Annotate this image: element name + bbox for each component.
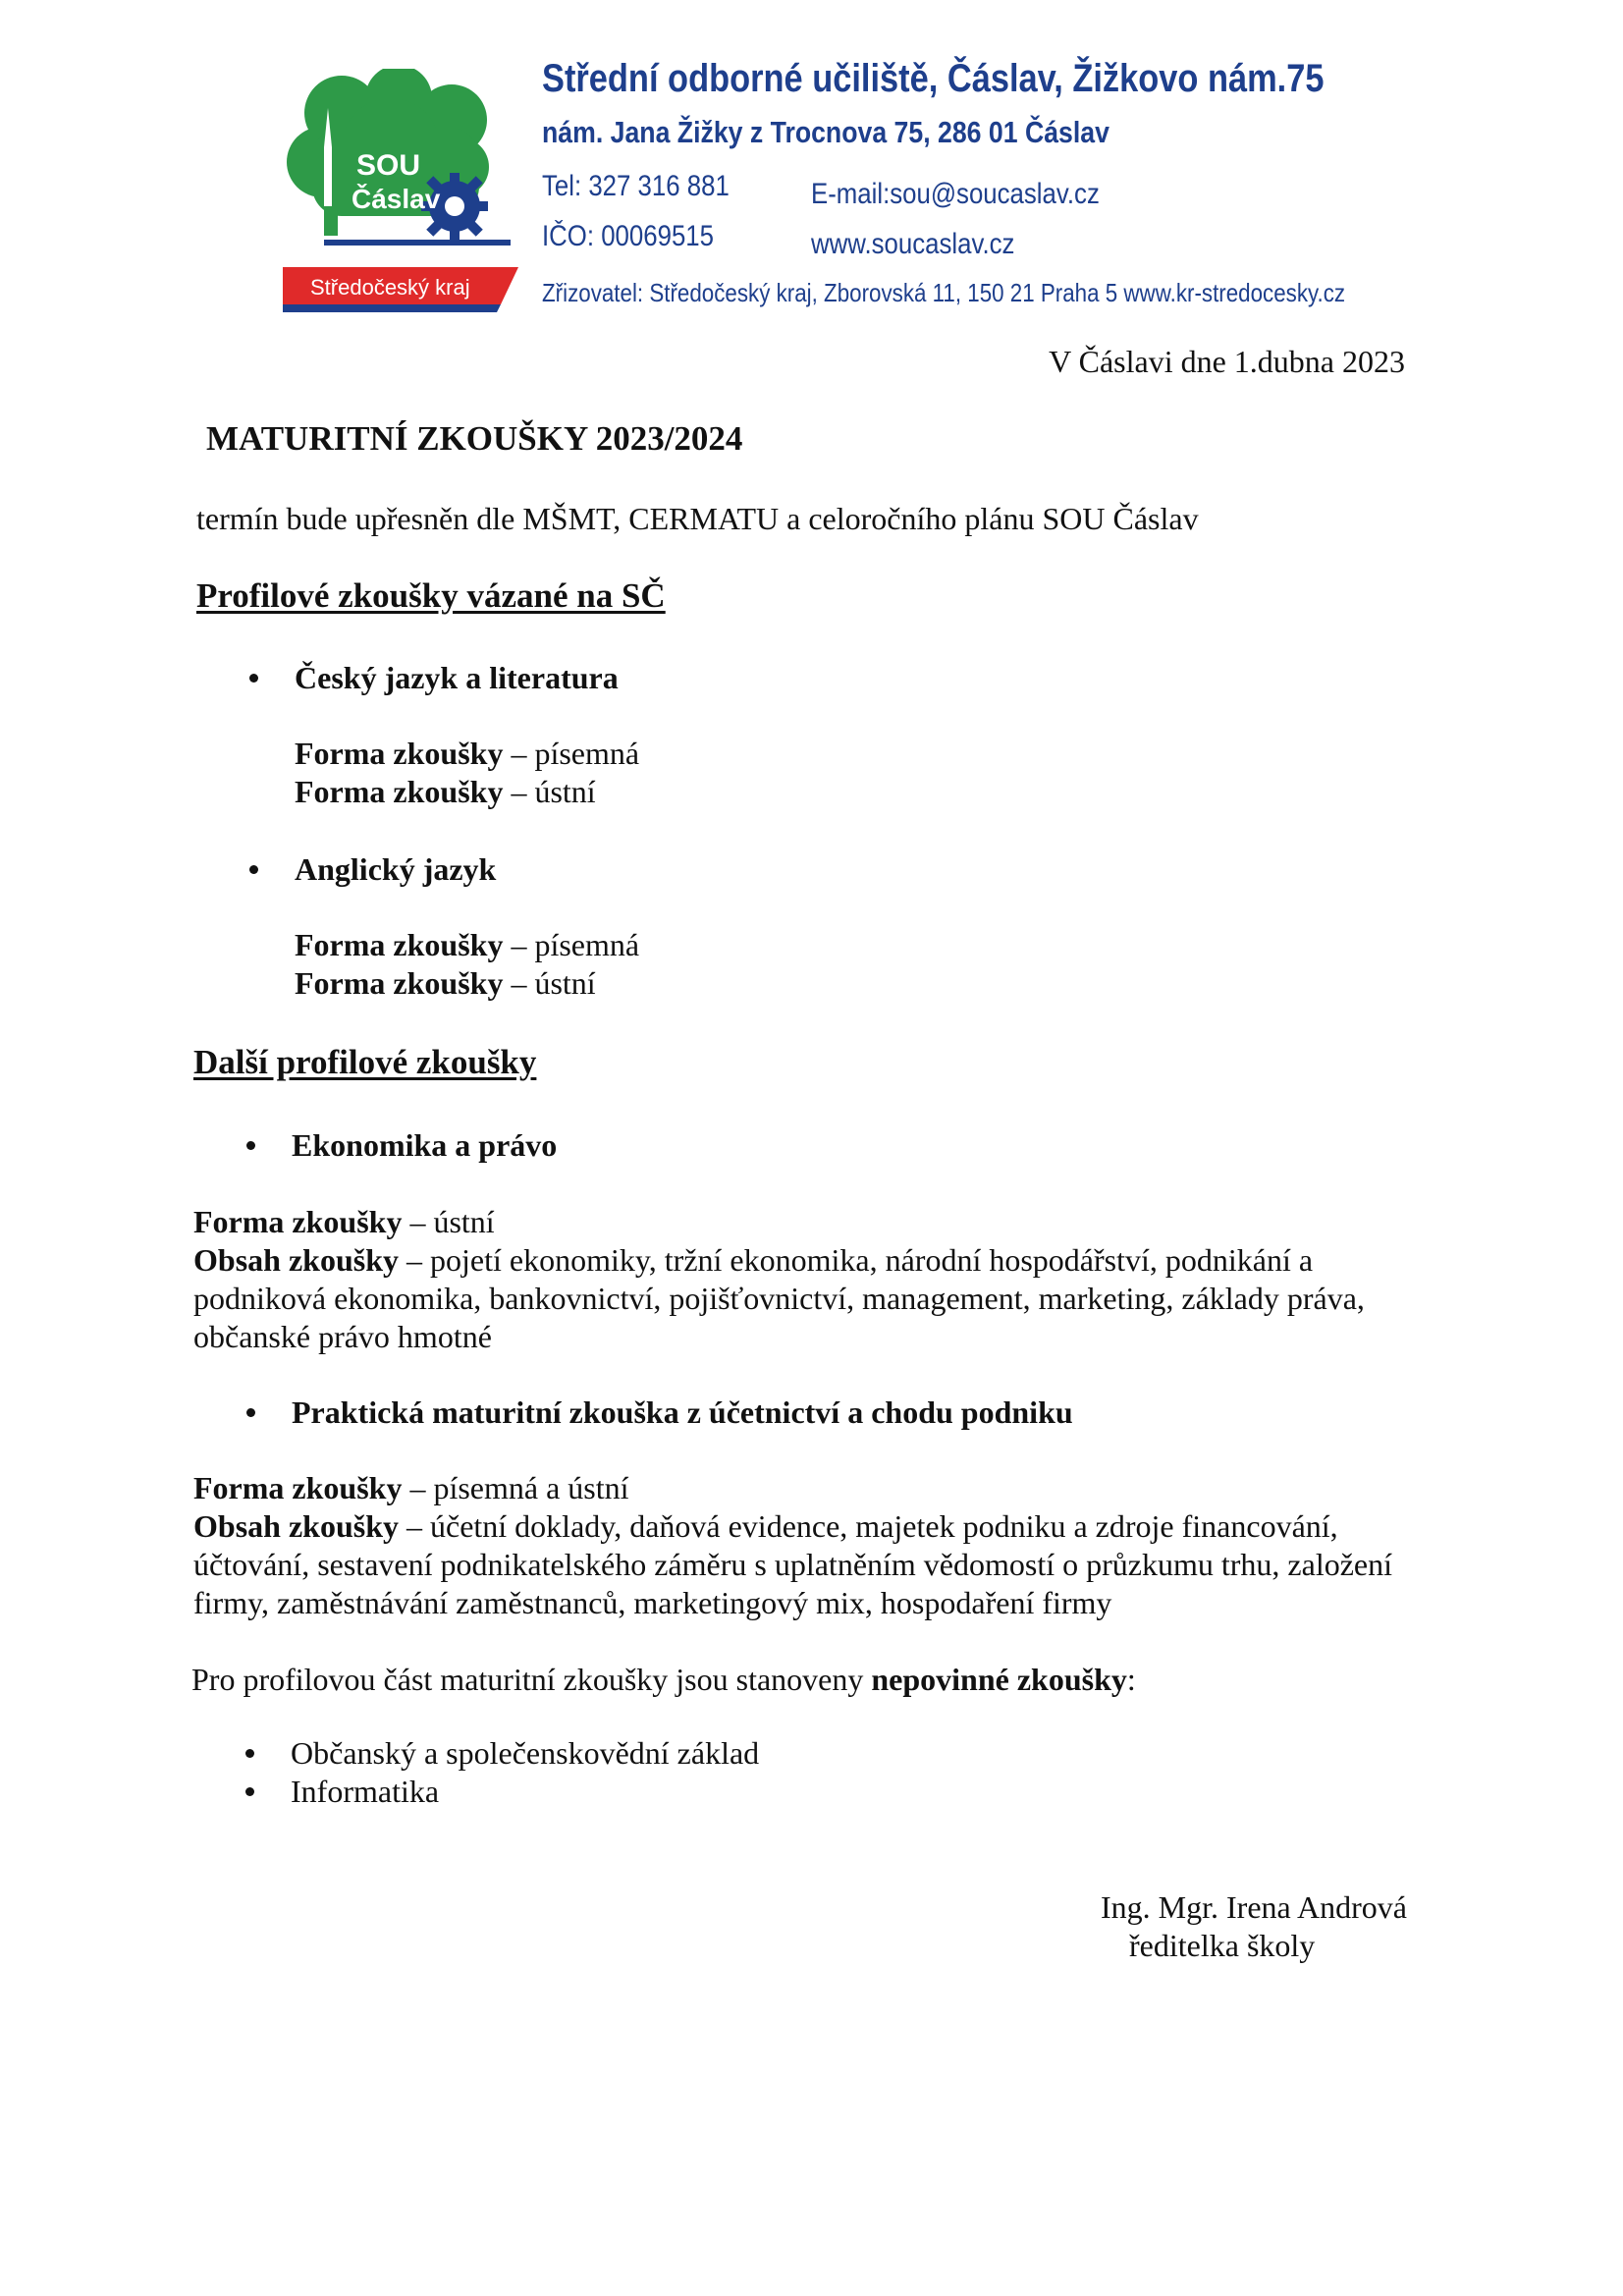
subject-name: Ekonomika a právo bbox=[292, 1127, 558, 1163]
subject-economics bbox=[292, 1127, 557, 1164]
bullet-icon bbox=[246, 1408, 255, 1417]
form-line: Forma zkoušky – písemná bbox=[295, 736, 640, 771]
bullet-icon bbox=[249, 865, 258, 874]
subject-practical bbox=[292, 1394, 1073, 1431]
school-address: nám. Jana Žižky z Trocnova 75, 286 01 Čáslav bbox=[542, 115, 1109, 149]
optional-intro: Pro profilovou část maturitní zkoušky jsou stanoveny nepovinné zkoušky: bbox=[191, 1662, 1136, 1697]
school-name: Střední odborné učiliště, Čáslav, Žižkovo nám.75 bbox=[542, 57, 1325, 100]
content-paragraph: Obsah zkoušky – účetní doklady, daňová evidence, majetek podniku a zdroje financování, účtování, sestavení podnikatelského záměru s uplatněním vědomostí o průzkumu trhu, založení firmy, zaměstnávání zaměstnanců, marketingový mix, hospodaření firmy bbox=[193, 1508, 1393, 1620]
subject-name: Český jazyk a literatura bbox=[295, 660, 619, 695]
school-ico: IČO: 00069515 bbox=[542, 220, 714, 252]
form-line: Forma zkoušky – ústní bbox=[295, 965, 596, 1001]
logo-text-caslav: Čáslav bbox=[352, 184, 441, 214]
subject-name: Praktická maturitní zkouška z účetnictví a chodu podniku bbox=[292, 1394, 1073, 1430]
bullet-icon bbox=[249, 674, 258, 683]
section2-heading: Další profilové zkoušky bbox=[193, 1043, 537, 1081]
bullet-icon bbox=[245, 1749, 254, 1758]
bullet-icon bbox=[246, 1141, 255, 1150]
subject-english bbox=[295, 851, 496, 888]
intro-text: termín bude upřesněn dle MŠMT, CERMATU a celoročního plánu SOU Čáslav bbox=[196, 501, 1199, 536]
signature-name: Ing. Mgr. Irena Andrová bbox=[1101, 1889, 1407, 1925]
school-tel: Tel: 327 316 881 bbox=[542, 170, 730, 202]
section1-heading: Profilové zkoušky vázané na SČ bbox=[196, 576, 666, 615]
optional-item: Informatika bbox=[291, 1774, 439, 1810]
form-line: Forma zkoušky – písemná a ústní bbox=[193, 1470, 629, 1505]
school-logo bbox=[283, 69, 528, 324]
logo-text-sou: SOU bbox=[356, 149, 421, 182]
form-line: Forma zkoušky – písemná bbox=[295, 927, 640, 962]
logo-text-region: Středočeský kraj bbox=[310, 275, 470, 300]
school-email[interactable]: E-mail:sou@soucaslav.cz bbox=[811, 178, 1100, 210]
subject-czech bbox=[295, 660, 619, 696]
document-title: MATURITNÍ ZKOUŠKY 2023/2024 bbox=[206, 419, 743, 458]
school-founder: Zřizovatel: Středočeský kraj, Zborovská 11, 150 21 Praha 5 www.kr-stredocesky.cz bbox=[542, 278, 1346, 307]
subject-name: Anglický jazyk bbox=[295, 851, 497, 887]
form-line: Forma zkoušky – ústní bbox=[295, 774, 596, 809]
form-line: Forma zkoušky – ústní bbox=[193, 1204, 495, 1239]
document-date: V Čáslavi dne 1.dubna 2023 bbox=[1049, 344, 1405, 379]
signature-role: ředitelka školy bbox=[1129, 1928, 1316, 1963]
optional-item: Občanský a společenskovědní základ bbox=[291, 1735, 759, 1772]
bullet-icon bbox=[245, 1787, 254, 1796]
content-paragraph: Obsah zkoušky – pojetí ekonomiky, tržní ekonomika, národní hospodářství, podnikání a podniková ekonomika, bankovnictví, pojišťovnictví, management, marketing, základy práva, občanské právo hmotné bbox=[193, 1242, 1365, 1354]
school-web[interactable]: www.soucaslav.cz bbox=[811, 228, 1015, 260]
